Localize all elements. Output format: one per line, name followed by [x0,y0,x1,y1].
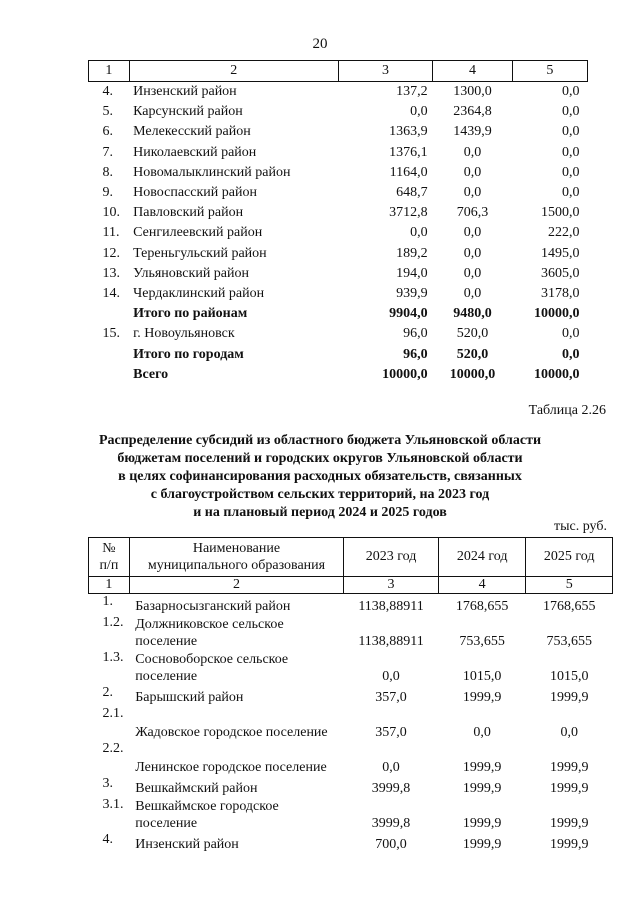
municipality-name: Ленинское городское поселение [135,760,327,775]
row-number: 2.1. [102,706,124,721]
value-2025: 0,0 [560,725,578,740]
value-2024: 0,0 [463,185,482,201]
value-2025: 10000,0 [534,366,580,382]
municipality-name: Вешкаймское городское поселение [135,799,279,831]
value-2025: 3605,0 [541,265,580,281]
row-number: 9. [102,185,113,201]
value-2023: 10000,0 [382,366,428,382]
value-2024: 0,0 [463,245,482,261]
value-2024: 9480,0 [453,306,492,322]
municipality-name: Вешкаймский район [135,781,258,796]
value-2025: 0,0 [562,84,580,100]
table-row [89,615,613,650]
value-2024: 1015,0 [462,669,502,684]
table-header-numbers-row [89,577,613,594]
value-2024: 0,0 [463,225,482,241]
total-row [89,365,588,385]
table-row [89,122,588,142]
subtotal-label: Итого по городам [133,346,244,362]
col-header-2025: 2025 год [526,538,613,577]
row-number: 3.1. [102,797,124,812]
district-subsidy-table [88,60,588,385]
table-row [89,82,588,103]
value-2025: 1999,9 [549,837,589,852]
col-number-3: 3 [338,61,432,82]
municipality-name: Инзенский район [135,837,239,852]
table-row [89,183,588,203]
heading-line: с благоустройством сельских территорий, на 2023 год [150,487,490,502]
value-2025: 1999,9 [549,690,589,705]
value-2024: 520,0 [456,346,489,362]
heading-line: в целях софинансирования расходных обязательств, связанных [118,469,522,484]
total-label: Всего [133,366,169,382]
value-2023: 939,9 [396,285,428,301]
value-2023: 1164,0 [389,164,428,180]
table-row [89,284,588,304]
value-2024: 0,0 [463,164,482,180]
value-2024: 520,0 [456,326,489,342]
value-2025: 0,0 [562,104,580,120]
row-number: 15. [102,326,120,342]
row-number [89,344,130,364]
district-name: Тереньгульский район [133,245,267,261]
row-number: 14. [102,285,120,301]
value-2023: 0,0 [382,760,400,775]
row-number: 4. [102,84,113,100]
subtotal-row-cities [89,344,588,364]
col-number-2: 2 [129,61,338,82]
heading-line: бюджетам поселений и городских округов Ульяновской области [117,451,523,466]
row-number: 1. [102,594,113,609]
value-2025: 0,0 [562,144,580,160]
value-2025: 0,0 [562,326,580,342]
district-name: Инзенский район [133,84,237,100]
row-number: 2.2. [102,741,124,756]
value-2023: 0,0 [382,669,400,684]
value-2023: 9904,0 [389,306,428,322]
value-2023: 648,7 [396,185,428,201]
value-2023: 194,0 [396,265,428,281]
row-number: 13. [102,265,120,281]
value-2024: 1999,9 [462,760,502,775]
unit-label: тыс. руб. [554,519,607,534]
value-2025: 1999,9 [549,816,589,831]
table-row [89,264,588,284]
value-2025: 10000,0 [534,306,580,322]
col-header-2024: 2024 год [438,538,526,577]
value-2023: 0,0 [410,225,428,241]
value-2025: 3178,0 [541,285,580,301]
value-2024: 706,3 [456,205,489,221]
value-2023: 3712,8 [389,205,428,221]
header-text: № [102,541,116,556]
row-number: 7. [102,144,113,160]
value-2025: 1015,0 [549,669,589,684]
col-number-5: 5 [526,577,613,594]
table-row [89,594,613,616]
district-name: Павловский район [133,205,244,221]
table-header-row [89,538,613,577]
row-number: 11. [102,225,120,241]
value-2024: 1999,9 [462,781,502,796]
table-row [89,223,588,243]
district-name: Сенгилеевский район [133,225,263,241]
header-text: п/п [99,558,119,573]
value-2025: 1495,0 [541,245,580,261]
col-number-4: 4 [433,61,513,82]
col-header-name [129,538,343,577]
table-row [89,244,588,264]
row-number: 1.2. [102,615,124,630]
value-2023: 1376,1 [389,144,428,160]
table-heading [0,432,640,522]
table-header-row [89,61,588,82]
value-2024: 0,0 [463,144,482,160]
value-2025: 753,655 [546,634,592,649]
value-2024: 1768,655 [455,599,509,614]
table-row [89,102,588,122]
value-2025: 0,0 [562,185,580,201]
value-2023: 3999,8 [371,781,411,796]
row-number: 2. [102,685,113,700]
header-text: муниципального образования [147,558,326,573]
value-2024: 0,0 [473,725,491,740]
row-number: 10. [102,205,120,221]
col-number-5: 5 [512,61,587,82]
row-number [89,304,130,324]
value-2024: 1439,9 [453,124,492,140]
table-row [89,776,613,797]
col-number-1: 1 [89,577,130,594]
table-row [89,832,613,853]
table-row [89,797,613,832]
value-2024: 0,0 [463,285,482,301]
district-name: Ульяновский район [133,265,250,281]
value-2024: 10000,0 [449,366,496,382]
table-row [89,143,588,163]
value-2025: 1999,9 [549,781,589,796]
municipality-name: Должниковское сельское поселение [135,617,284,649]
col-header-2023: 2023 год [344,538,439,577]
value-2025: 0,0 [562,124,580,140]
value-2023: 3999,8 [371,816,411,831]
district-name: Новомалыклинский район [133,164,291,180]
row-number [89,365,130,385]
table-row [89,685,613,706]
col-number-1: 1 [89,61,130,82]
table-label: Таблица 2.26 [528,403,606,418]
value-2024: 753,655 [459,634,505,649]
table-row [89,203,588,223]
value-2023: 0,0 [410,104,428,120]
district-name: Чердаклинский район [133,285,265,301]
subtotal-label: Итого по районам [133,306,248,322]
district-name: г. Новоульяновск [133,326,235,342]
value-2024: 2364,8 [453,104,492,120]
value-2023: 1138,88911 [358,634,424,649]
district-name: Новоспасский район [133,185,257,201]
district-name: Мелекесский район [133,124,251,140]
row-number: 4. [102,832,113,847]
table-row [89,324,588,344]
value-2023: 357,0 [375,725,407,740]
col-header-number [89,538,130,577]
heading-line: Распределение субсидий из областного бюджета Ульяновской области [98,433,542,448]
value-2025: 0,0 [562,346,580,362]
value-2023: 96,0 [403,326,428,342]
table-row [89,163,588,183]
col-number-2: 2 [129,577,343,594]
value-2023: 189,2 [396,245,428,261]
page-number: 20 [312,36,328,52]
value-2024: 0,0 [463,265,482,281]
header-text: Наименование [192,541,281,556]
row-number: 5. [102,104,113,120]
value-2023: 137,2 [396,84,428,100]
value-2025: 1768,655 [542,599,596,614]
value-2023: 700,0 [375,837,407,852]
table-row [89,706,613,741]
heading-line: и на плановый период 2024 и 2025 годов [193,505,447,520]
table-row [89,741,613,776]
settlement-subsidy-table [88,537,613,853]
value-2023: 96,0 [403,346,428,362]
value-2025: 1500,0 [541,205,580,221]
district-name: Карсунский район [133,104,243,120]
subtotal-row-districts [89,304,588,324]
district-name: Николаевский район [133,144,257,160]
municipality-name: Жадовское городское поселение [135,725,328,740]
row-number: 1.3. [102,650,124,665]
value-2024: 1999,9 [462,837,502,852]
value-2023: 1138,88911 [358,599,424,614]
row-number: 12. [102,245,120,261]
col-number-4: 4 [438,577,526,594]
value-2024: 1999,9 [462,816,502,831]
municipality-name: Сосновоборское сельское поселение [135,652,289,684]
value-2024: 1300,0 [453,84,492,100]
value-2023: 1363,9 [389,124,428,140]
municipality-name: Базарносызганский район [135,599,291,614]
row-number: 8. [102,164,113,180]
value-2025: 222,0 [548,225,580,241]
table-row [89,650,613,685]
col-number-3: 3 [344,577,439,594]
value-2025: 0,0 [562,164,580,180]
row-number: 6. [102,124,113,140]
municipality-name: Барышский район [135,690,244,705]
value-2025: 1999,9 [549,760,589,775]
row-number: 3. [102,776,113,791]
value-2023: 357,0 [375,690,407,705]
value-2024: 1999,9 [462,690,502,705]
